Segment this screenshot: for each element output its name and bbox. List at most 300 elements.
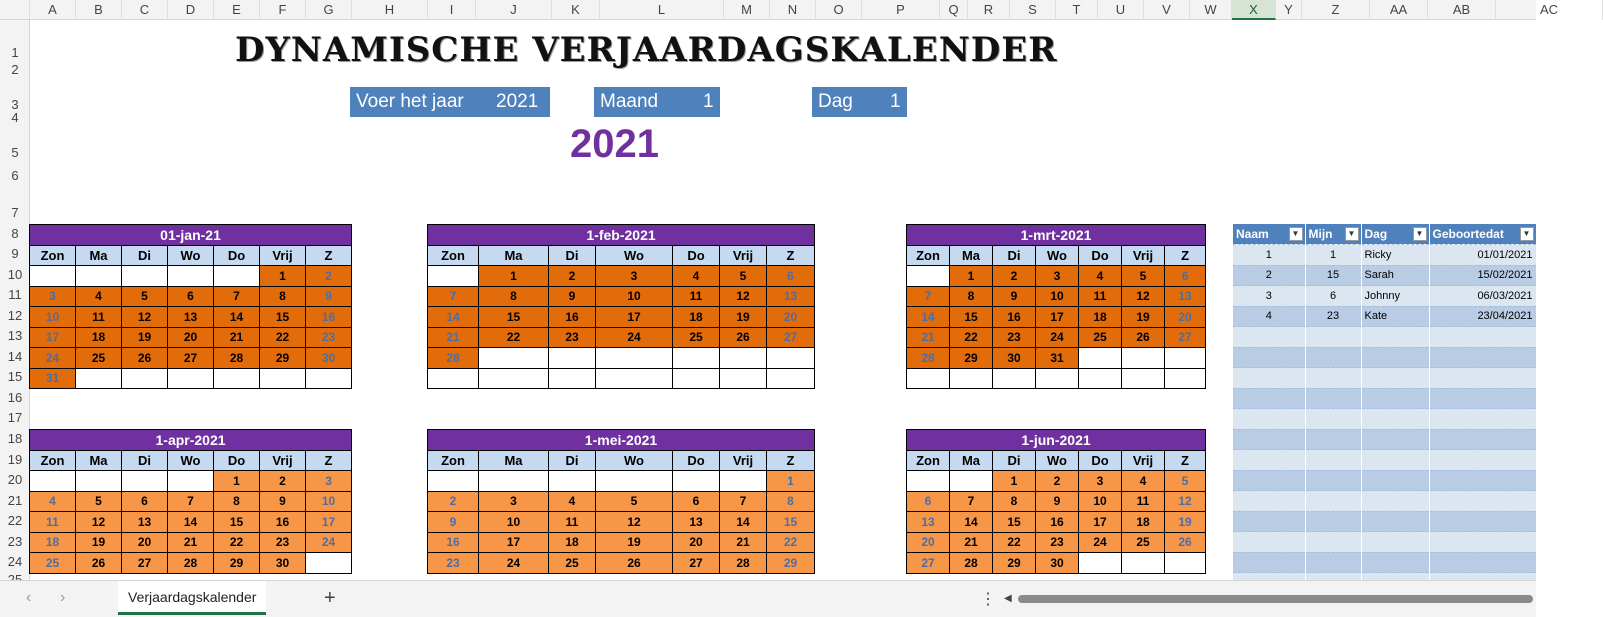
table-cell[interactable]: [1305, 347, 1361, 368]
column-header-J[interactable]: J: [476, 0, 552, 20]
table-cell[interactable]: [1429, 491, 1536, 512]
column-header-S[interactable]: S: [1010, 0, 1056, 20]
calendar-day[interactable]: 21: [720, 532, 767, 553]
calendar-empty-cell[interactable]: [168, 266, 214, 287]
table-cell[interactable]: [1429, 409, 1536, 430]
calendar-empty-cell[interactable]: [30, 471, 76, 492]
calendar-day[interactable]: 19: [720, 307, 767, 328]
table-cell[interactable]: 15: [1305, 265, 1361, 286]
table-row[interactable]: [1233, 409, 1536, 430]
calendar-day[interactable]: 28: [428, 348, 479, 369]
calendar-day[interactable]: 29: [214, 553, 260, 574]
calendar-empty-cell[interactable]: [720, 348, 767, 369]
calendar-day[interactable]: 17: [30, 327, 76, 348]
calendar-empty-cell[interactable]: [428, 368, 479, 389]
table-row[interactable]: [1233, 470, 1536, 491]
calendar-day[interactable]: 4: [1079, 266, 1122, 287]
calendar-day[interactable]: 8: [479, 286, 549, 307]
calendar-day[interactable]: 12: [1165, 491, 1206, 512]
calendar-day[interactable]: 18: [673, 307, 720, 328]
table-cell[interactable]: [1361, 368, 1429, 389]
calendar-day[interactable]: 21: [428, 327, 479, 348]
calendar-day[interactable]: 11: [30, 512, 76, 533]
calendar-day[interactable]: 23: [549, 327, 596, 348]
calendar-empty-cell[interactable]: [214, 266, 260, 287]
column-header-P[interactable]: P: [862, 0, 940, 20]
calendar-day[interactable]: 30: [306, 348, 352, 369]
calendar-day[interactable]: 2: [1036, 471, 1079, 492]
row-header-13[interactable]: 13: [7, 328, 23, 343]
calendar-day[interactable]: 24: [596, 327, 673, 348]
column-header-R[interactable]: R: [968, 0, 1010, 20]
calendar-day[interactable]: 1: [950, 266, 993, 287]
calendar-empty-cell[interactable]: [428, 266, 479, 287]
row-header-6[interactable]: 6: [11, 168, 19, 183]
calendar-day[interactable]: 2: [306, 266, 352, 287]
filter-dropdown-icon[interactable]: ▼: [1413, 227, 1427, 241]
column-header-L[interactable]: L: [600, 0, 724, 20]
calendar-day[interactable]: 9: [428, 512, 479, 533]
filter-dropdown-icon[interactable]: ▼: [1520, 227, 1534, 241]
calendar-empty-cell[interactable]: [76, 368, 122, 389]
table-cell[interactable]: [1233, 552, 1305, 573]
calendar-day[interactable]: 6: [907, 491, 950, 512]
table-cell[interactable]: [1233, 429, 1305, 450]
calendar-day[interactable]: 24: [30, 348, 76, 369]
calendar-empty-cell[interactable]: [549, 368, 596, 389]
calendar-empty-cell[interactable]: [907, 266, 950, 287]
calendar-day[interactable]: 25: [549, 553, 596, 574]
calendar-day[interactable]: 2: [260, 471, 306, 492]
calendar-day[interactable]: 8: [950, 286, 993, 307]
table-cell[interactable]: 01/01/2021: [1429, 245, 1536, 266]
calendar-empty-cell[interactable]: [596, 348, 673, 369]
table-cell[interactable]: [1233, 368, 1305, 389]
row-header-23[interactable]: 23: [7, 534, 23, 549]
table-row[interactable]: [1233, 306, 1536, 327]
year-value[interactable]: 2021: [496, 91, 539, 112]
column-header-W[interactable]: W: [1190, 0, 1232, 20]
calendar-day[interactable]: 26: [76, 553, 122, 574]
table-cell[interactable]: [1361, 470, 1429, 491]
calendar-day[interactable]: 12: [1122, 286, 1165, 307]
calendar-day[interactable]: 4: [1122, 471, 1165, 492]
row-header-8[interactable]: 8: [11, 226, 19, 241]
calendar-day[interactable]: 18: [1122, 512, 1165, 533]
calendar-day[interactable]: 2: [993, 266, 1036, 287]
table-cell[interactable]: [1429, 532, 1536, 553]
calendar-day[interactable]: 28: [168, 553, 214, 574]
calendar-day[interactable]: 15: [993, 512, 1036, 533]
table-row[interactable]: [1233, 388, 1536, 409]
day-value[interactable]: 1: [890, 91, 901, 112]
table-cell[interactable]: [1429, 511, 1536, 532]
table-cell[interactable]: Johnny: [1361, 286, 1429, 307]
calendar-day[interactable]: 26: [1165, 532, 1206, 553]
calendar-empty-cell[interactable]: [122, 471, 168, 492]
horizontal-scrollbar[interactable]: [1004, 593, 1534, 605]
table-cell[interactable]: [1361, 552, 1429, 573]
calendar-day[interactable]: 21: [168, 532, 214, 553]
calendar-day[interactable]: 14: [950, 512, 993, 533]
calendar-day[interactable]: 25: [30, 553, 76, 574]
calendar-empty-cell[interactable]: [673, 368, 720, 389]
table-cell[interactable]: [1429, 347, 1536, 368]
table-row[interactable]: [1233, 286, 1536, 307]
table-cell[interactable]: [1429, 470, 1536, 491]
calendar-day[interactable]: 20: [168, 327, 214, 348]
calendar-day[interactable]: 19: [1165, 512, 1206, 533]
column-header-D[interactable]: D: [168, 0, 214, 20]
calendar-empty-cell[interactable]: [673, 348, 720, 369]
table-cell[interactable]: [1361, 347, 1429, 368]
calendar-empty-cell[interactable]: [1036, 368, 1079, 389]
scroll-left-icon[interactable]: ◀: [1004, 593, 1012, 604]
row-header-5[interactable]: 5: [11, 145, 19, 160]
calendar-empty-cell[interactable]: [168, 368, 214, 389]
table-cell[interactable]: [1361, 429, 1429, 450]
calendar-empty-cell[interactable]: [1122, 553, 1165, 574]
calendar-empty-cell[interactable]: [1165, 553, 1206, 574]
table-cell[interactable]: [1361, 450, 1429, 471]
row-header-15[interactable]: 15: [7, 369, 23, 384]
table-cell[interactable]: [1429, 327, 1536, 348]
row-header-18[interactable]: 18: [7, 431, 23, 446]
calendar-day[interactable]: 9: [993, 286, 1036, 307]
calendar-day[interactable]: 18: [549, 532, 596, 553]
column-header-V[interactable]: V: [1144, 0, 1190, 20]
calendar-day[interactable]: 25: [1079, 327, 1122, 348]
calendar-day[interactable]: 27: [673, 553, 720, 574]
table-cell[interactable]: [1305, 429, 1361, 450]
table-cell[interactable]: 1: [1305, 245, 1361, 266]
column-header-K[interactable]: K: [552, 0, 600, 20]
calendar-day[interactable]: 13: [673, 512, 720, 533]
calendar-empty-cell[interactable]: [549, 348, 596, 369]
table-cell[interactable]: Sarah: [1361, 265, 1429, 286]
calendar-day[interactable]: 7: [950, 491, 993, 512]
calendar-day[interactable]: 13: [122, 512, 168, 533]
calendar-day[interactable]: 15: [214, 512, 260, 533]
column-header-AB[interactable]: AB: [1428, 0, 1496, 20]
table-cell[interactable]: [1361, 409, 1429, 430]
column-header-AC[interactable]: AC: [1496, 0, 1603, 20]
calendar-day[interactable]: 19: [1122, 307, 1165, 328]
calendar-day[interactable]: 20: [122, 532, 168, 553]
calendar-empty-cell[interactable]: [596, 368, 673, 389]
table-cell[interactable]: [1233, 388, 1305, 409]
calendar-day[interactable]: 3: [306, 471, 352, 492]
calendar-day[interactable]: 3: [30, 286, 76, 307]
column-header-X[interactable]: X: [1232, 0, 1276, 20]
calendar-day[interactable]: 21: [907, 327, 950, 348]
calendar-day[interactable]: 29: [950, 348, 993, 369]
calendar-day[interactable]: 27: [767, 327, 815, 348]
calendar-day[interactable]: 28: [720, 553, 767, 574]
calendar-empty-cell[interactable]: [479, 348, 549, 369]
calendar-day[interactable]: 21: [950, 532, 993, 553]
calendar-empty-cell[interactable]: [1165, 348, 1206, 369]
column-header-M[interactable]: M: [724, 0, 770, 20]
calendar-day[interactable]: 16: [306, 307, 352, 328]
calendar-day[interactable]: 9: [549, 286, 596, 307]
calendar-day[interactable]: 10: [596, 286, 673, 307]
calendar-day[interactable]: 10: [30, 307, 76, 328]
calendar-day[interactable]: 31: [1036, 348, 1079, 369]
calendar-day[interactable]: 5: [76, 491, 122, 512]
calendar-day[interactable]: 25: [76, 348, 122, 369]
calendar-day[interactable]: 6: [767, 266, 815, 287]
row-header-16[interactable]: 16: [7, 390, 23, 405]
calendar-day[interactable]: 10: [1079, 491, 1122, 512]
table-cell[interactable]: 06/03/2021: [1429, 286, 1536, 307]
table-row[interactable]: [1233, 327, 1536, 348]
calendar-day[interactable]: 1: [993, 471, 1036, 492]
row-header-12[interactable]: 12: [7, 308, 23, 323]
table-cell[interactable]: [1233, 532, 1305, 553]
column-header-C[interactable]: C: [122, 0, 168, 20]
calendar-day[interactable]: 16: [993, 307, 1036, 328]
calendar-day[interactable]: 7: [907, 286, 950, 307]
month-value[interactable]: 1: [703, 91, 714, 112]
calendar-empty-cell[interactable]: [1079, 348, 1122, 369]
row-header-20[interactable]: 20: [7, 472, 23, 487]
table-row[interactable]: [1233, 245, 1536, 266]
calendar-day[interactable]: 28: [214, 348, 260, 369]
calendar-day[interactable]: 4: [549, 491, 596, 512]
table-row[interactable]: [1233, 532, 1536, 553]
table-cell[interactable]: [1305, 450, 1361, 471]
column-header-E[interactable]: E: [214, 0, 260, 20]
column-header-H[interactable]: H: [352, 0, 428, 20]
calendar-empty-cell[interactable]: [30, 266, 76, 287]
calendar-day[interactable]: 10: [1036, 286, 1079, 307]
calendar-day[interactable]: 13: [168, 307, 214, 328]
calendar-day[interactable]: 29: [993, 553, 1036, 574]
table-cell[interactable]: [1305, 511, 1361, 532]
calendar-day[interactable]: 23: [260, 532, 306, 553]
calendar-empty-cell[interactable]: [720, 471, 767, 492]
calendar-day[interactable]: 6: [168, 286, 214, 307]
calendar-day[interactable]: 2: [549, 266, 596, 287]
calendar-empty-cell[interactable]: [767, 348, 815, 369]
calendar-day[interactable]: 30: [993, 348, 1036, 369]
calendar-day[interactable]: 11: [673, 286, 720, 307]
column-header-F[interactable]: F: [260, 0, 306, 20]
calendar-day[interactable]: 25: [1122, 532, 1165, 553]
calendar-day[interactable]: 23: [993, 327, 1036, 348]
calendar-day[interactable]: 12: [76, 512, 122, 533]
table-cell[interactable]: [1361, 532, 1429, 553]
row-header-10[interactable]: 10: [7, 267, 23, 282]
calendar-day[interactable]: 17: [479, 532, 549, 553]
calendar-day[interactable]: 6: [673, 491, 720, 512]
table-cell[interactable]: 1: [1233, 245, 1305, 266]
calendar-day[interactable]: 2: [428, 491, 479, 512]
month-input-box[interactable]: [594, 87, 720, 117]
table-row[interactable]: [1233, 491, 1536, 512]
calendar-day[interactable]: 27: [907, 553, 950, 574]
table-cell[interactable]: [1233, 450, 1305, 471]
select-all-corner[interactable]: [0, 0, 30, 20]
day-input-box[interactable]: [812, 87, 907, 117]
prev-sheet-icon[interactable]: ‹: [26, 589, 32, 606]
calendar-day[interactable]: 11: [1122, 491, 1165, 512]
row-header-9[interactable]: 9: [11, 246, 19, 261]
column-header-O[interactable]: O: [816, 0, 862, 20]
table-row[interactable]: [1233, 265, 1536, 286]
calendar-day[interactable]: 26: [122, 348, 168, 369]
calendar-day[interactable]: 19: [596, 532, 673, 553]
table-row[interactable]: [1233, 552, 1536, 573]
filter-dropdown-icon[interactable]: ▼: [1289, 227, 1303, 241]
table-cell[interactable]: [1361, 491, 1429, 512]
calendar-day[interactable]: 8: [993, 491, 1036, 512]
calendar-day[interactable]: 26: [720, 327, 767, 348]
calendar-empty-cell[interactable]: [1079, 553, 1122, 574]
table-cell[interactable]: [1233, 327, 1305, 348]
calendar-day[interactable]: 21: [214, 327, 260, 348]
scrollbar-thumb[interactable]: [1018, 595, 1533, 603]
calendar-day[interactable]: 7: [214, 286, 260, 307]
calendar-day[interactable]: 1: [767, 471, 815, 492]
calendar-day[interactable]: 4: [76, 286, 122, 307]
calendar-empty-cell[interactable]: [306, 553, 352, 574]
calendar-day[interactable]: 1: [214, 471, 260, 492]
calendar-day[interactable]: 14: [428, 307, 479, 328]
column-header-N[interactable]: N: [770, 0, 816, 20]
calendar-day[interactable]: 18: [30, 532, 76, 553]
calendar-day[interactable]: 19: [122, 327, 168, 348]
table-cell[interactable]: [1305, 327, 1361, 348]
calendar-day[interactable]: 29: [260, 348, 306, 369]
calendar-day[interactable]: 30: [260, 553, 306, 574]
calendar-day[interactable]: 25: [673, 327, 720, 348]
calendar-day[interactable]: 9: [260, 491, 306, 512]
calendar-day[interactable]: 20: [673, 532, 720, 553]
table-cell[interactable]: [1305, 388, 1361, 409]
calendar-day[interactable]: 5: [122, 286, 168, 307]
calendar-day[interactable]: 6: [1165, 266, 1206, 287]
table-cell[interactable]: [1233, 347, 1305, 368]
table-cell[interactable]: 3: [1233, 286, 1305, 307]
calendar-day[interactable]: 16: [428, 532, 479, 553]
calendar-day[interactable]: 23: [1036, 532, 1079, 553]
calendar-day[interactable]: 15: [479, 307, 549, 328]
calendar-empty-cell[interactable]: [950, 368, 993, 389]
calendar-day[interactable]: 4: [673, 266, 720, 287]
calendar-day[interactable]: 5: [1165, 471, 1206, 492]
calendar-empty-cell[interactable]: [1122, 368, 1165, 389]
row-header-17[interactable]: 17: [7, 410, 23, 425]
calendar-empty-cell[interactable]: [306, 368, 352, 389]
calendar-day[interactable]: 3: [596, 266, 673, 287]
calendar-day[interactable]: 20: [767, 307, 815, 328]
calendar-day[interactable]: 9: [306, 286, 352, 307]
calendar-day[interactable]: 9: [1036, 491, 1079, 512]
calendar-empty-cell[interactable]: [214, 368, 260, 389]
row-header-19[interactable]: 19: [7, 452, 23, 467]
calendar-day[interactable]: 11: [76, 307, 122, 328]
calendar-empty-cell[interactable]: [907, 471, 950, 492]
row-header-11[interactable]: 11: [8, 287, 22, 302]
calendar-empty-cell[interactable]: [596, 471, 673, 492]
calendar-day[interactable]: 6: [122, 491, 168, 512]
calendar-day[interactable]: 31: [30, 368, 76, 389]
table-cell[interactable]: Ricky: [1361, 245, 1429, 266]
calendar-empty-cell[interactable]: [1079, 368, 1122, 389]
calendar-day[interactable]: 12: [720, 286, 767, 307]
calendar-day[interactable]: 7: [428, 286, 479, 307]
table-row[interactable]: [1233, 347, 1536, 368]
add-sheet-button[interactable]: +: [324, 587, 336, 609]
filter-dropdown-icon[interactable]: ▼: [1345, 227, 1359, 241]
calendar-day[interactable]: 12: [122, 307, 168, 328]
calendar-day[interactable]: 3: [479, 491, 549, 512]
calendar-empty-cell[interactable]: [720, 368, 767, 389]
table-cell[interactable]: [1305, 491, 1361, 512]
row-header-22[interactable]: 22: [7, 513, 23, 528]
column-header-AA[interactable]: AA: [1370, 0, 1428, 20]
column-header-G[interactable]: G: [306, 0, 352, 20]
calendar-day[interactable]: 11: [1079, 286, 1122, 307]
table-cell[interactable]: 2: [1233, 265, 1305, 286]
table-row[interactable]: [1233, 511, 1536, 532]
calendar-empty-cell[interactable]: [122, 266, 168, 287]
calendar-day[interactable]: 5: [1122, 266, 1165, 287]
calendar-day[interactable]: 27: [122, 553, 168, 574]
calendar-day[interactable]: 14: [907, 307, 950, 328]
table-row[interactable]: [1233, 450, 1536, 471]
calendar-day[interactable]: 29: [767, 553, 815, 574]
calendar-day[interactable]: 17: [306, 512, 352, 533]
row-header-4[interactable]: 4: [11, 110, 19, 125]
calendar-day[interactable]: 14: [720, 512, 767, 533]
table-cell[interactable]: [1429, 552, 1536, 573]
calendar-empty-cell[interactable]: [950, 471, 993, 492]
table-cell[interactable]: 4: [1233, 306, 1305, 327]
column-header-Y[interactable]: Y: [1276, 0, 1302, 20]
calendar-day[interactable]: 5: [720, 266, 767, 287]
calendar-empty-cell[interactable]: [76, 266, 122, 287]
calendar-empty-cell[interactable]: [428, 471, 479, 492]
sheet-tab-verjaardagskalender[interactable]: Verjaardagskalender: [118, 581, 266, 615]
calendar-day[interactable]: 22: [993, 532, 1036, 553]
calendar-day[interactable]: 16: [260, 512, 306, 533]
table-cell[interactable]: [1305, 470, 1361, 491]
calendar-day[interactable]: 22: [214, 532, 260, 553]
calendar-empty-cell[interactable]: [767, 368, 815, 389]
calendar-day[interactable]: 7: [168, 491, 214, 512]
table-row[interactable]: [1233, 429, 1536, 450]
calendar-day[interactable]: 8: [214, 491, 260, 512]
table-cell[interactable]: [1233, 409, 1305, 430]
row-header-24[interactable]: 24: [7, 554, 23, 569]
calendar-day[interactable]: 10: [306, 491, 352, 512]
table-cell[interactable]: 23/04/2021: [1429, 306, 1536, 327]
calendar-day[interactable]: 1: [479, 266, 549, 287]
calendar-empty-cell[interactable]: [168, 471, 214, 492]
calendar-day[interactable]: 3: [1079, 471, 1122, 492]
table-cell[interactable]: [1429, 388, 1536, 409]
year-input-box[interactable]: [350, 87, 550, 117]
table-cell[interactable]: [1305, 532, 1361, 553]
calendar-day[interactable]: 26: [596, 553, 673, 574]
calendar-day[interactable]: 14: [168, 512, 214, 533]
calendar-empty-cell[interactable]: [122, 368, 168, 389]
calendar-day[interactable]: 19: [76, 532, 122, 553]
calendar-day[interactable]: 20: [907, 532, 950, 553]
